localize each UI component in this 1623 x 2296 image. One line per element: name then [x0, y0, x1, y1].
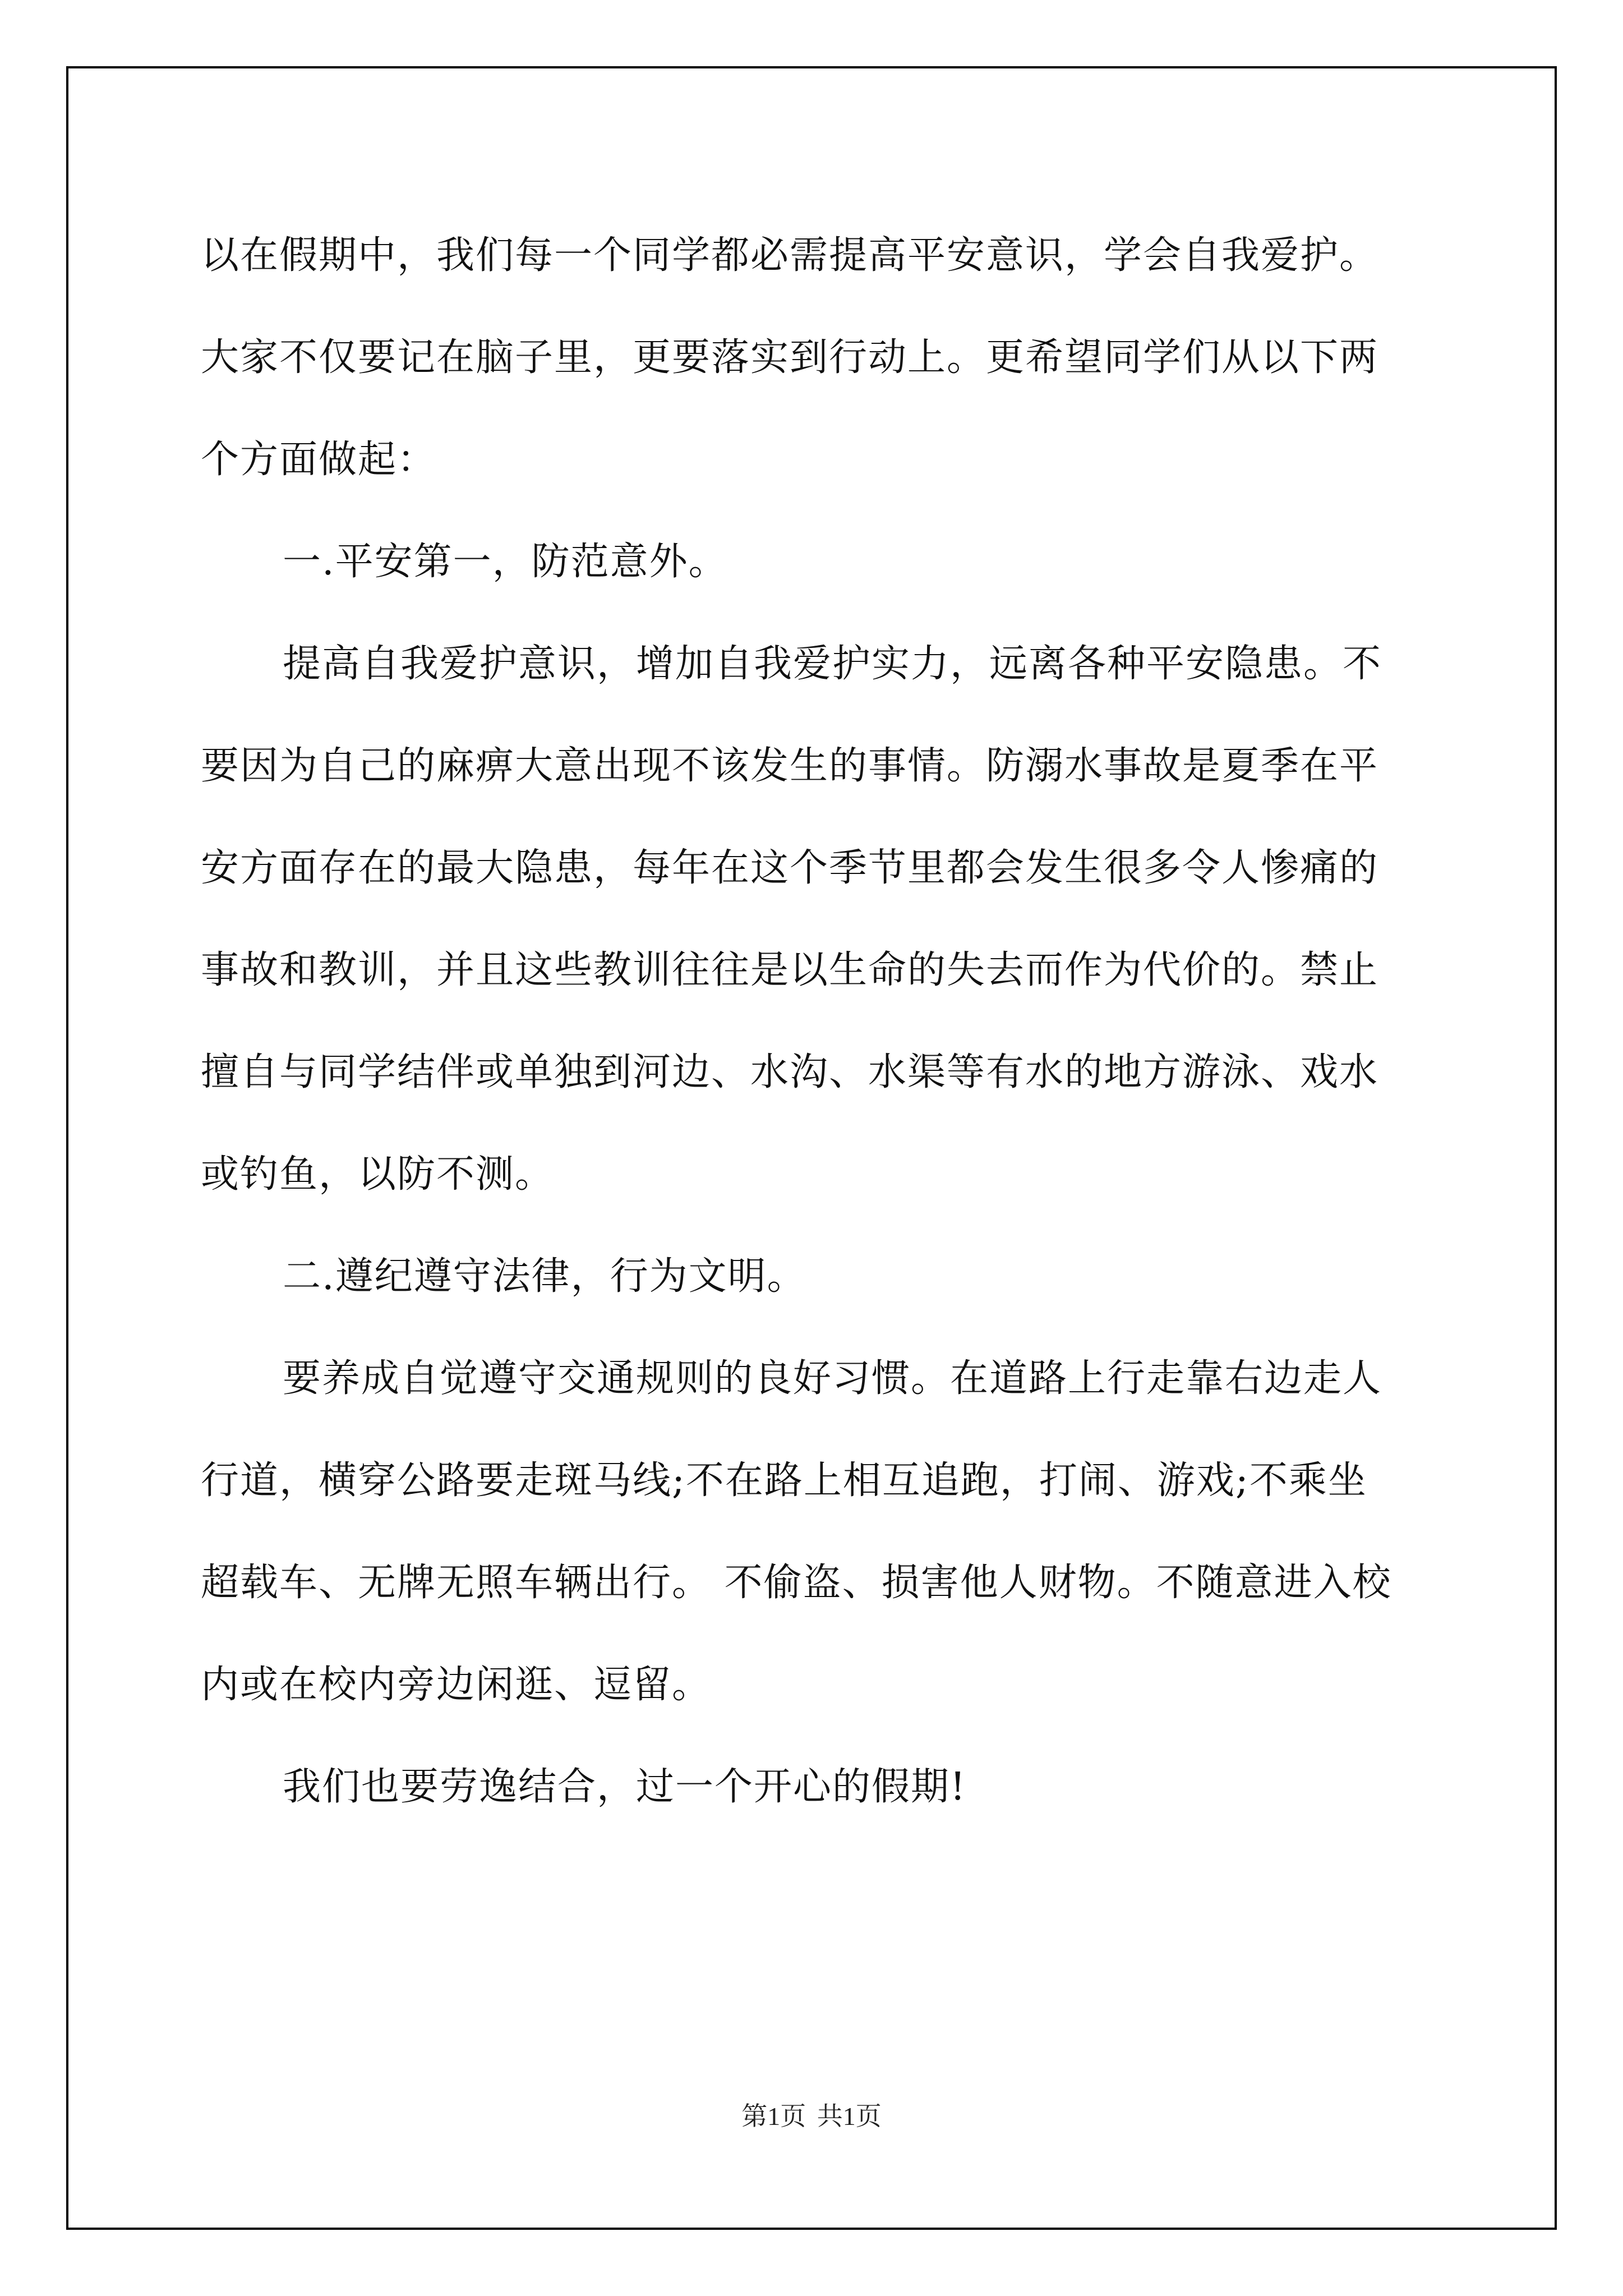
- text-line-15: 内或在校内旁边闲逛、逗留。: [201, 1663, 712, 1707]
- text-line-9: 擅自与同学结伴或单独到河边、水沟、水渠等有水的地方游泳、戏水: [201, 1050, 1379, 1094]
- page-number-footer: 第1页 共1页: [741, 2102, 882, 2131]
- text-line-7: 安方面存在的最大隐患，每年在这个季节里都会发生很多令人惨痛的: [201, 846, 1379, 890]
- text-line-3: 个方面做起：: [201, 438, 437, 482]
- text-line-12: 要养成自觉遵守交通规则的良好习惯。在道路上行走靠右边走人: [283, 1356, 1382, 1401]
- text-line-13: 行道，横穿公路要走斑马线;不在路上相互追跑，打闹、游戏;不乘坐: [201, 1458, 1367, 1503]
- closing-line: 我们也要劳逸结合，过一个开心的假期!: [283, 1765, 967, 1809]
- text-line-2: 大家不仅要记在脑子里，更要落实到行动上。更希望同学们从以下两: [201, 335, 1379, 380]
- section-heading-1: 一.平安第一，防范意外。: [283, 540, 728, 584]
- text-line-14: 超载车、无牌无照车辆出行。 不偷盗、损害他人财物。不随意进入校: [201, 1561, 1392, 1605]
- text-line-8: 事故和教训，并且这些教训往往是以生命的失去而作为代价的。禁止: [201, 948, 1379, 992]
- text-line-1: 以在假期中，我们每一个同学都必需提高平安意识，学会自我爱护。: [201, 233, 1379, 278]
- text-line-5: 提高自我爱护意识，增加自我爱护实力，远离各种平安隐患。不: [283, 642, 1382, 686]
- text-line-10: 或钓鱼，以防不测。: [201, 1152, 555, 1197]
- text-line-6: 要因为自己的麻痹大意出现不该发生的事情。防溺水事故是夏季在平: [201, 744, 1379, 788]
- document-body: [201, 205, 1435, 1838]
- section-heading-2: 二.遵纪遵守法律，行为文明。: [283, 1254, 806, 1299]
